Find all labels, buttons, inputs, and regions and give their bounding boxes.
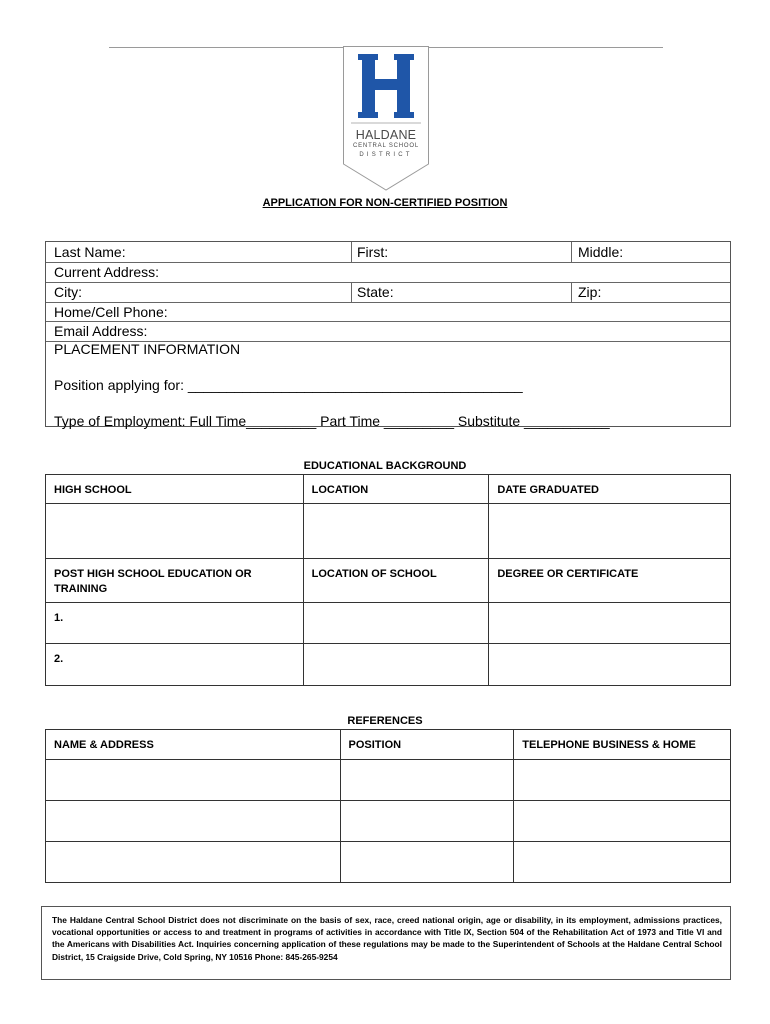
header-cell [46, 559, 304, 603]
placement-heading: PLACEMENT INFORMATION [54, 341, 241, 357]
hs-location-header: LOCATION [311, 484, 369, 496]
blank-cell[interactable] [303, 504, 489, 559]
current-address-label: Current Address: [54, 264, 160, 280]
blank-cell[interactable] [46, 801, 341, 842]
phone-row [46, 303, 730, 322]
state-label: State: [357, 284, 394, 300]
header-cell [46, 475, 304, 504]
post-hs-header: POST HIGH SCHOOL EDUCATION OR TRAINING [54, 568, 252, 595]
education-table [45, 474, 731, 686]
blank-cell[interactable] [514, 842, 731, 883]
employment-type-line: Type of Employment: Full Time_________ Part Time _________ Substitute ___________ [54, 413, 610, 429]
blank-cell[interactable] [340, 842, 514, 883]
nondiscrimination-notice: The Haldane Central School District does not discriminate on the basis of sex, race, creed national origin, age or disability, in its employment, admissions practices, vocational opportunities or access to and treatment in programs of activities in accordance with Title IX, Section 504 of the Rehabilitation Act of 1973 and Title VI and the Americans with Disabilities Act. Inquiries concerning application of these regulations may be made to the Superintendent of Schools at the Haldane Central School District, 15 Craigside Drive, Cold Spring, NY 10516 Phone: 845-265-9254 [41, 906, 731, 980]
references-heading: REFERENCES [347, 715, 423, 727]
row-number: 2. [54, 653, 64, 665]
logo-line2: CENTRAL SCHOOL [353, 143, 419, 149]
table-row [46, 760, 731, 801]
email-label: Email Address: [54, 323, 148, 339]
last-name-label: Last Name: [54, 244, 126, 260]
blank-cell[interactable] [303, 603, 489, 644]
header-rule-left [109, 47, 343, 48]
city-row [46, 283, 730, 303]
table-row [46, 644, 731, 686]
divider [351, 283, 352, 302]
telephone-header: TELEPHONE BUSINESS & HOME [522, 739, 696, 751]
phone-label: Home/Cell Phone: [54, 304, 168, 320]
table-row [46, 504, 731, 559]
blank-cell[interactable] [46, 504, 304, 559]
applicant-info-box [45, 241, 731, 427]
blank-cell[interactable] [46, 760, 341, 801]
header-rule-right [429, 47, 663, 48]
blank-cell[interactable] [340, 801, 514, 842]
date-graduated-header: DATE GRADUATED [497, 484, 599, 496]
blank-cell[interactable] [514, 801, 731, 842]
form-title: APPLICATION FOR NON-CERTIFIED POSITION [262, 197, 508, 209]
middle-name-label: Middle: [578, 244, 624, 260]
header-cell [46, 730, 341, 760]
header-cell [489, 475, 731, 504]
blank-cell[interactable] [514, 760, 731, 801]
position-applying-line: Position applying for: ___________________________________________ [54, 377, 523, 393]
table-row [46, 801, 731, 842]
position-header: POSITION [348, 739, 402, 751]
blank-cell[interactable] [340, 760, 514, 801]
table-row [46, 559, 731, 603]
entry-cell[interactable] [46, 644, 304, 686]
header-cell [303, 559, 489, 603]
blank-cell[interactable] [489, 504, 731, 559]
header-cell [303, 475, 489, 504]
school-location-header: LOCATION OF SCHOOL [311, 568, 437, 580]
table-row [46, 842, 731, 883]
table-row [46, 475, 731, 504]
row-number: 1. [54, 612, 64, 624]
blank-cell[interactable] [303, 644, 489, 686]
name-address-header: NAME & ADDRESS [54, 739, 154, 751]
haldane-logo [343, 46, 429, 191]
header-cell [514, 730, 731, 760]
blank-cell[interactable] [489, 644, 731, 686]
divider [571, 242, 572, 262]
logo-line3: DISTRICT [359, 152, 413, 158]
name-row [46, 242, 730, 263]
hs-header: HIGH SCHOOL [54, 484, 132, 496]
header-cell [489, 559, 731, 603]
education-heading: EDUCATIONAL BACKGROUND [303, 460, 467, 472]
blank-cell[interactable] [489, 603, 731, 644]
city-label: City: [54, 284, 82, 300]
email-row [46, 322, 730, 342]
zip-label: Zip: [578, 284, 602, 300]
divider [351, 242, 352, 262]
header-cell [340, 730, 514, 760]
table-row [46, 603, 731, 644]
logo-name: HALDANE [355, 128, 417, 142]
blank-cell[interactable] [46, 842, 341, 883]
table-row [46, 730, 731, 760]
references-table [45, 729, 731, 883]
degree-header: DEGREE OR CERTIFICATE [497, 568, 639, 580]
first-name-label: First: [357, 244, 389, 260]
divider [571, 283, 572, 302]
entry-cell[interactable] [46, 603, 304, 644]
address-row [46, 263, 730, 283]
